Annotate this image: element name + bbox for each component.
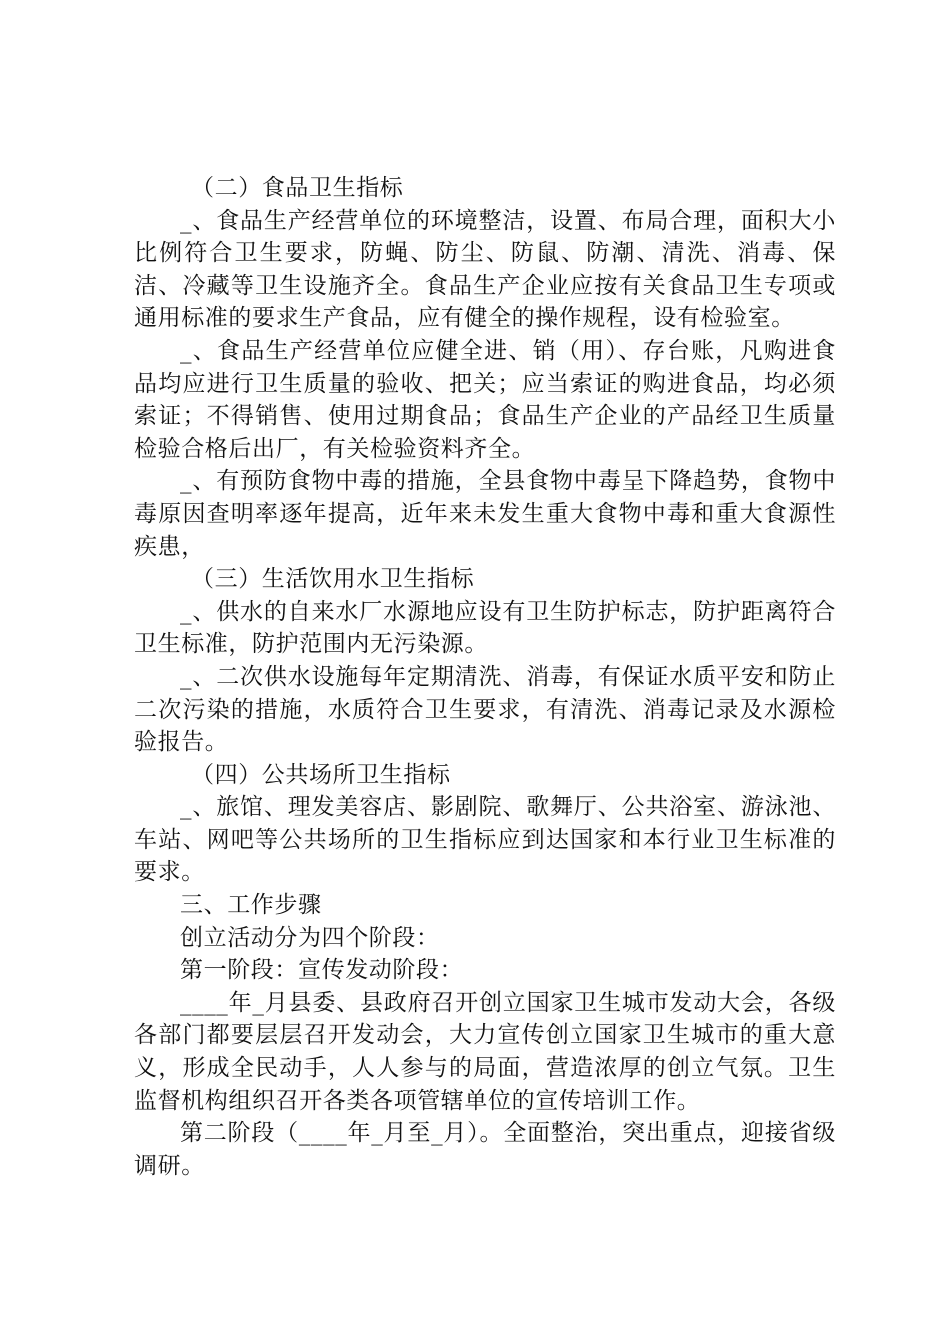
paragraph: ____年_月县委、县政府召开创立国家卫生城市发动大会，各级各部门都要层层召开发动会，大力宣传创立国家卫生城市的重大意义，形成全民动手，人人参与的局面，营造浓厚的创立气氛。卫生监督机构组织召开各类各项管辖单位的宣传培训工作。 <box>134 989 836 1114</box>
section-heading-work-steps: 三、工作步骤 <box>180 892 322 919</box>
paragraph: 第二阶段（____年_月至_月）。全面整治，突出重点，迎接省级调研。 <box>134 1120 836 1179</box>
paragraph: _、食品生产经营单位应健全进、销（用）、存台账，凡购进食品均应进行卫生质量的验收、把关；应当索证的购进食品，均必须索证；不得销售、使用过期食品；食品生产企业的产品经卫生质量检验合格后出厂，有关检验资料齐全。 <box>134 337 836 462</box>
paragraph: _、二次供水设施每年定期清洗、消毒，有保证水质平安和防止二次污染的措施，水质符合卫生要求，有清洗、消毒记录及水源检验报告。 <box>134 663 836 756</box>
paragraph: _、旅馆、理发美容店、影剧院、歌舞厅、公共浴室、游泳池、车站、网吧等公共场所的卫生指标应到达国家和本行业卫生标准的要求。 <box>134 794 836 886</box>
paragraph: _、供水的自来水厂水源地应设有卫生防护标志，防护距离符合卫生标准，防护范围内无污染源。 <box>134 598 836 658</box>
section-heading-food-hygiene: （二）食品卫生指标 <box>191 175 404 201</box>
section-heading-public-places: （四）公共场所卫生指标 <box>191 761 451 788</box>
section-heading-drinking-water: （三）生活饮用水卫生指标 <box>191 566 475 593</box>
paragraph: 创立活动分为四个阶段： <box>180 924 440 951</box>
paragraph: _、有预防食物中毒的措施，全县食物中毒呈下降趋势，食物中毒原因查明率逐年提高，近年来未发生重大食物中毒和重大食源性疾患， <box>134 468 836 560</box>
document-body <box>134 172 836 1182</box>
paragraph: _、食品生产经营单位的环境整洁，设置、布局合理，面积大小比例符合卫生要求，防蝇、防尘、防鼠、防潮、清洗、消毒、保洁、冷藏等卫生设施齐全。食品生产企业应按有关食品卫生专项或通用标准的要求生产食品，应有健全的操作规程，设有检验室。 <box>134 207 836 332</box>
paragraph: 第一阶段：宣传发动阶段： <box>180 957 464 984</box>
